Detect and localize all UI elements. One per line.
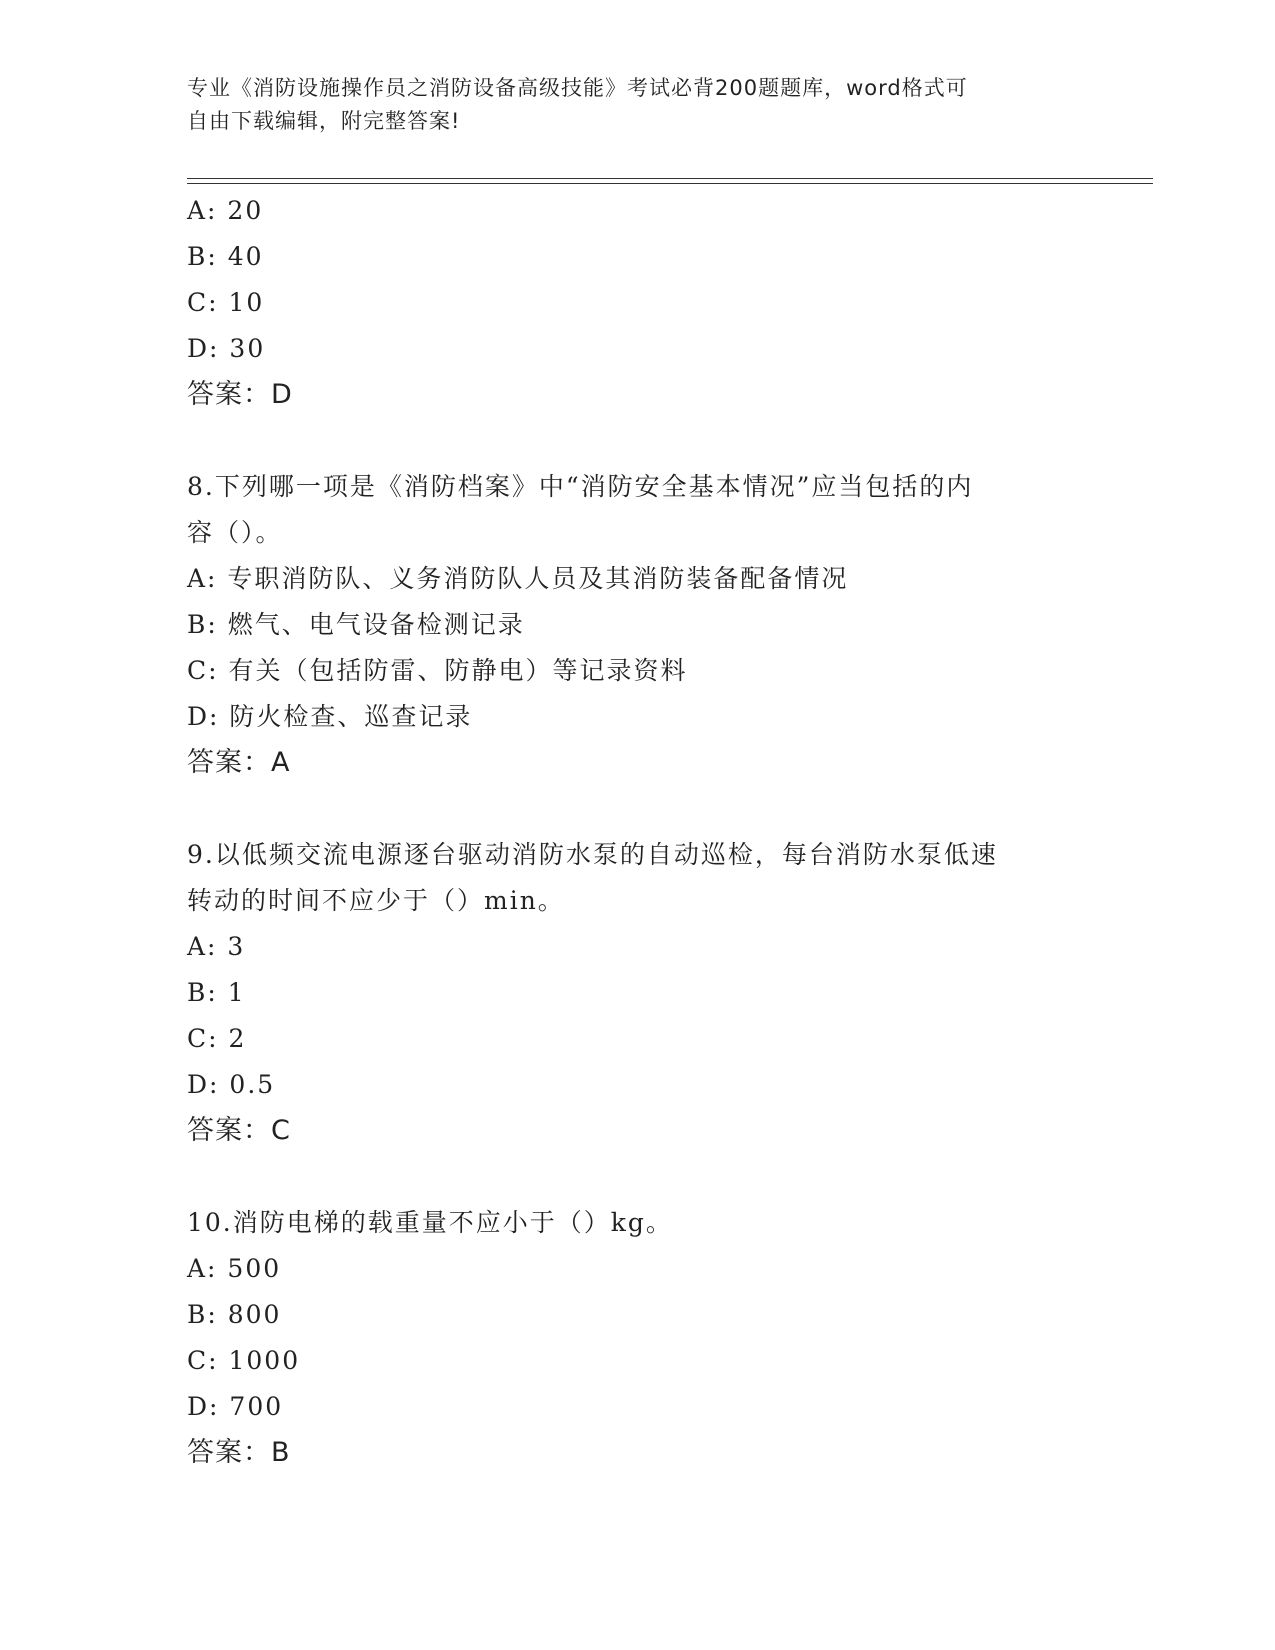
question-10 [187, 1200, 1087, 1476]
question-stem: 10.消防电梯的载重量不应小于（）kg。 [187, 1208, 673, 1237]
question-9 [187, 832, 1087, 1154]
question-stem: 容（）。 [187, 518, 283, 547]
option-d: D: 0.5 [187, 1070, 276, 1099]
option-d: D: 30 [187, 334, 266, 363]
header-line-2: 自由下载编辑，附完整答案! [187, 109, 461, 133]
question-8 [187, 464, 1087, 786]
option-c: C: 10 [187, 288, 265, 317]
option-b: B: 800 [187, 1300, 282, 1329]
question-stem: 9.以低频交流电源逐台驱动消防水泵的自动巡检，每台消防水泵低速 [187, 840, 998, 869]
option-a: A: 专职消防队、义务消防队人员及其消防装备配备情况 [187, 564, 849, 593]
document-header [187, 72, 1067, 138]
option-a: A: 20 [187, 196, 264, 225]
question-stem: 转动的时间不应少于（）min。 [187, 886, 565, 915]
header-divider-top [187, 178, 1153, 179]
question-spacer [187, 786, 1087, 832]
answer-line: 答案：D [187, 379, 293, 410]
question-stem: 8.下列哪一项是《消防档案》中“消防安全基本情况”应当包括的内 [187, 472, 974, 501]
option-a: A: 500 [187, 1254, 282, 1283]
question-list [187, 188, 1087, 1476]
answer-line: 答案：B [187, 1437, 291, 1468]
header-divider-bottom [187, 183, 1153, 184]
question-7 [187, 188, 1087, 418]
option-b: B: 40 [187, 242, 264, 271]
header-line-1: 专业《消防设施操作员之消防设备高级技能》考试必背200题题库，word格式可 [187, 76, 968, 100]
option-b: B: 燃气、电气设备检测记录 [187, 610, 525, 639]
answer-line: 答案：A [187, 747, 291, 778]
option-c: C: 2 [187, 1024, 247, 1053]
question-spacer [187, 1154, 1087, 1200]
question-spacer [187, 418, 1087, 464]
option-d: D: 防火检查、巡查记录 [187, 702, 473, 731]
option-d: D: 700 [187, 1392, 284, 1421]
option-a: A: 3 [187, 932, 246, 961]
answer-line: 答案：C [187, 1115, 291, 1146]
option-c: C: 1000 [187, 1346, 301, 1375]
option-c: C: 有关（包括防雷、防静电）等记录资料 [187, 656, 688, 685]
option-b: B: 1 [187, 978, 246, 1007]
